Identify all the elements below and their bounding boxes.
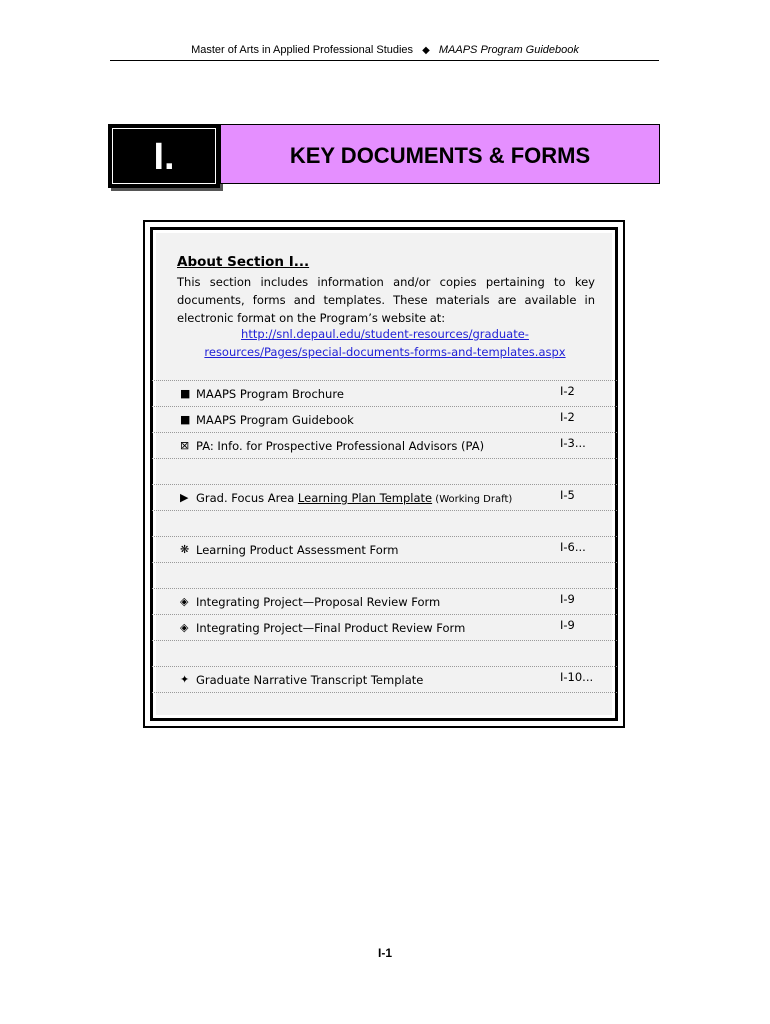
divider [152,406,617,407]
document-row-assessment-form [152,540,617,560]
header-rule [110,60,659,61]
section-number: I. [153,136,175,178]
about-heading: About Section I... [177,254,310,270]
document-label: PA: Info. for Prospective Professional Advisors (PA) [196,439,485,453]
document-label: MAAPS Program Guidebook [196,413,354,427]
document-row-learning-plan [152,488,617,508]
document-page-ref: I-2 [560,410,575,424]
program-name: Master of Arts in Applied Professional Studies [191,44,414,56]
document-page-ref: I-9 [560,592,575,606]
document-row-transcript-template [152,670,617,690]
page-number: I-1 [377,946,392,960]
website-link-line-1[interactable]: http://snl.depaul.edu/student-resources/graduate- [241,327,529,341]
triangle-bullet-icon: ▶ [180,491,189,504]
about-body: This section includes information and/or copies pertaining to key documents, forms and templates. These materials are available in electronic format on the Program’s website at: [177,275,595,325]
document-page-ref: I-5 [560,488,575,502]
running-header [0,44,770,56]
document-label: MAAPS Program Brochure [196,387,344,401]
document-label: Integrating Project—Proposal Review Form [196,595,441,609]
document-page-ref: I-2 [560,384,575,398]
divider [152,614,617,615]
learning-plan-link[interactable]: Learning Plan Template [297,491,433,505]
divider [152,562,617,563]
document-label: Learning Product Assessment Form [196,543,399,557]
square-bullet-icon: ■ [180,387,191,400]
document-page-ref: I-9 [560,618,575,632]
divider [152,640,617,641]
diamond-bullet-icon: ◈ [180,595,189,608]
document-label: Graduate Narrative Transcript Template [196,673,424,687]
square-bullet-icon: ■ [180,413,191,426]
website-link-line-2[interactable]: resources/Pages/special-documents-forms-and-templates.aspx [204,345,566,359]
star-bullet-icon: ✦ [180,673,190,686]
document-label: Integrating Project—Final Product Review Form [196,621,466,635]
section-number-box [108,124,220,188]
boxed-x-bullet-icon: ⊠ [180,439,190,452]
divider [152,536,617,537]
label-note: (Working Draft) [432,494,513,505]
diamond-bullet-icon: ◈ [180,621,189,634]
divider [152,692,617,693]
diamond-icon: ◆ [422,45,430,56]
label-prefix: Grad. Focus Area [196,491,298,505]
divider [152,380,617,381]
document-row-guidebook [152,410,617,430]
divider [152,588,617,589]
document-row-pa-info [152,436,617,456]
document-row-brochure [152,384,617,404]
divider [152,432,617,433]
section-title-banner [220,124,660,184]
document-page-ref: I-10... [560,670,594,684]
document-page-ref: I-6... [560,540,586,554]
section-title: KEY DOCUMENTS & FORMS [289,143,591,168]
divider [152,510,617,511]
document-label [196,491,512,505]
document-row-final-review [152,618,617,638]
asterisk-bullet-icon: ❋ [180,543,190,556]
divider [152,484,617,485]
divider [152,458,617,459]
document-page-ref: I-3... [560,436,586,450]
guidebook-name: MAAPS Program Guidebook [438,44,579,56]
document-row-proposal-review [152,592,617,612]
divider [152,666,617,667]
